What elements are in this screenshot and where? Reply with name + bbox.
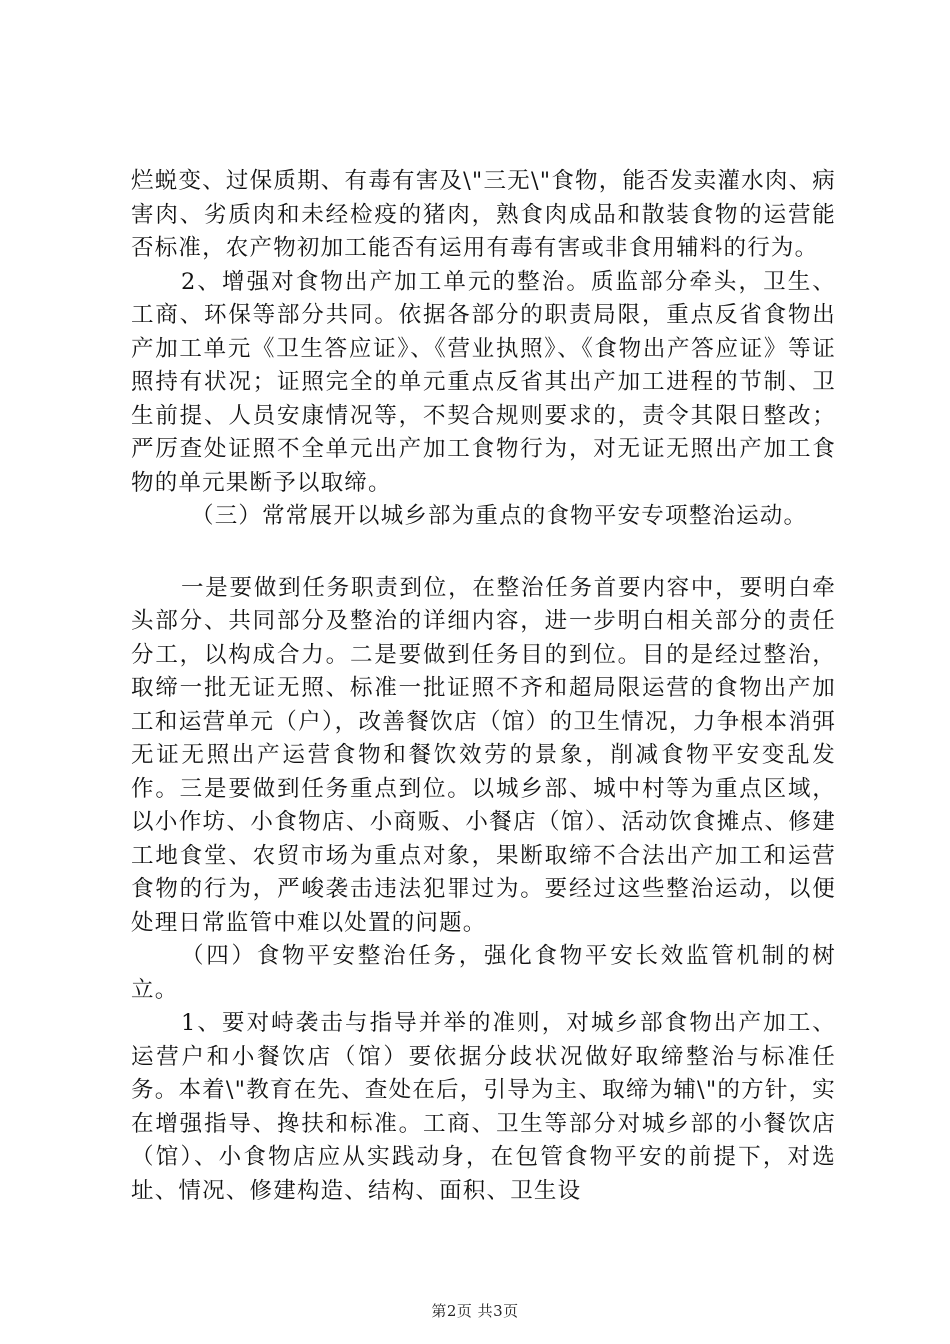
paragraph-guidance-principles: 1、要对峙袭击与指导并举的准则，对城乡部食物出产加工、运营户和小餐饮店（馆）要依据分歧状况做好取缔整治与标准任务。本着\"教育在先、查处在后，引导为主、取缔为辅\"的方针，实在增强指导、搀扶和标准。工商、卫生等部分对城乡部的小餐饮店（馆）、小食物店应从实践动身，在包管食物平安的前提下，对选址、情况、修建构造、结构、面积、卫生设 — [131, 1010, 836, 1204]
paragraph-production-unit-rectification: 2、增强对食物出产加工单元的整治。质监部分牵头，卫生、工商、环保等部分共同。依据各部分的职责局限，重点反省食物出产加工单元《卫生答应证》、《营业执照》、《食物出产答应证》等证照持有状况；证照完全的单元重点反省其出产加工进程的节制、卫生前提、人员安康情况等，不契合规则要求的，责令其限日整改；严厉查处证照不全单元出产加工食物行为，对无证无照出产加工食物的单元果断予以取缔。 — [131, 268, 836, 496]
section-heading-three: （三）常常展开以城乡部为重点的食物平安专项整治运动。 — [191, 503, 808, 529]
paragraph-food-market-inspection: 烂蜕变、过保质期、有毒有害及\"三无\"食物，能否发卖灌水肉、病害肉、劣质肉和未经检疫的猪肉，熟食肉成品和散装食物的运营能否标准，农产物初加工能否有运用有毒有害或非食用辅料的行为。 — [131, 168, 836, 261]
section-heading-four: （四）食物平安整治任务，强化食物平安长效监管机制的树立。 — [131, 943, 836, 1003]
page-number-footer: 第2页 共3页 — [431, 1302, 519, 1320]
paragraph-task-responsibilities: 一是要做到任务职责到位，在整治任务首要内容中，要明白牵头部分、共同部分及整治的详细内容，进一步明白相关部分的责任分工，以构成合力。二是要做到任务目的到位。目的是经过整治，取缔一批无证无照、标准一批证照不齐和超局限运营的食物出产加工和运营单元（户），改善餐饮店（馆）的卫生情况，力争根本消弭无证无照出产运营食物和餐饮效劳的景象，削减食物平安变乱发作。三是要做到任务重点到位。以城乡部、城中村等为重点区域，以小作坊、小食物店、小商贩、小餐店（馆）、活动饮食摊点、修建工地食堂、农贸市场为重点对象，果断取缔不合法出产加工和运营食物的行为，严峻袭击违法犯罪过为。要经过这些整治运动，以便处理日常监管中难以处置的问题。 — [131, 574, 836, 936]
document-body — [131, 165, 836, 1208]
